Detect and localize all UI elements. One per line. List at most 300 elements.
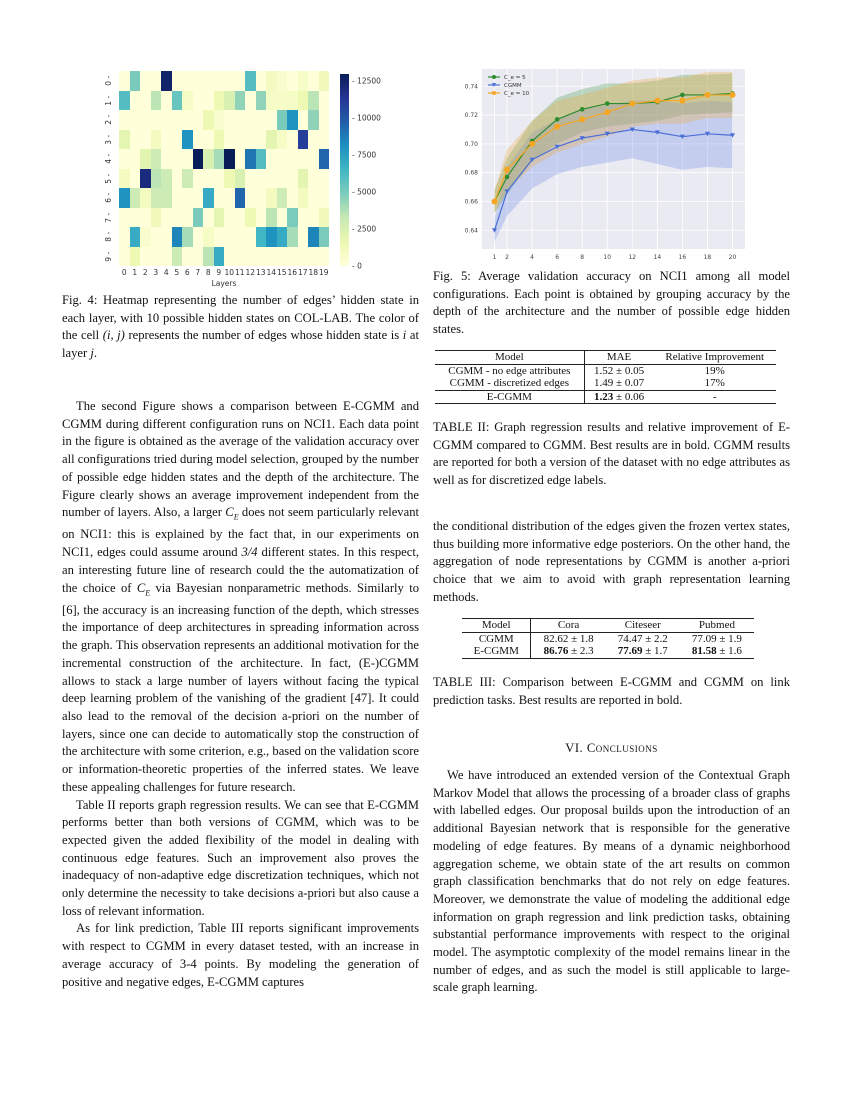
heatmap-cell (308, 149, 319, 169)
math-subscript: E (233, 512, 239, 522)
data-point-marker (492, 198, 498, 204)
heatmap-cell (119, 247, 130, 267)
section-number: VI. (565, 741, 587, 755)
heatmap-cell (224, 110, 235, 130)
paragraph (62, 398, 419, 797)
table-2-graph-regression (435, 350, 776, 404)
heatmap-cell (182, 130, 193, 150)
y-tick-label: 4 - (104, 153, 113, 164)
heatmap-cell (277, 227, 288, 247)
heatmap-cell (151, 91, 162, 111)
heatmap-cell (130, 91, 141, 111)
x-tick-label: 16 (678, 254, 687, 261)
heatmap-cell (298, 130, 309, 150)
data-point-marker (579, 116, 585, 122)
data-point-marker (629, 101, 635, 107)
data-point-marker (504, 167, 510, 173)
table-cell: 19% (704, 364, 725, 377)
heatmap-cell (151, 188, 162, 208)
heatmap-cell (161, 149, 172, 169)
section-title: Conclusions (586, 741, 658, 755)
heatmap-cell (203, 149, 214, 169)
heatmap-cell (256, 110, 267, 130)
math-ce (225, 505, 239, 522)
heatmap-cell (214, 130, 225, 150)
legend-label: C_e = 5 (504, 75, 526, 81)
heatmap-cell (151, 227, 162, 247)
heatmap-cell (151, 71, 162, 91)
y-tick-label: 5 - (104, 173, 113, 184)
heatmap-cell (256, 208, 267, 228)
y-tick-label: 0.68 (464, 169, 478, 177)
table-header: Pubmed (680, 619, 754, 633)
heatmap-cell (224, 247, 235, 267)
y-tick-label: 0 - (104, 75, 113, 86)
heatmap-cell (266, 71, 277, 91)
table-3-link-prediction (462, 618, 754, 659)
heatmap-cell (214, 208, 225, 228)
table-cell: 17% (704, 377, 725, 389)
x-tick-label: 11 (234, 268, 245, 277)
x-tick-label: 2 (505, 254, 509, 261)
x-tick-label: 2 (142, 268, 148, 277)
heatmap-cell (308, 247, 319, 267)
heatmap-y-axis (100, 71, 117, 266)
heatmap-cell (266, 227, 277, 247)
math-j: j (90, 346, 94, 361)
heatmap-cell (172, 149, 183, 169)
heatmap-cell (298, 188, 309, 208)
table-cell: CGMM - discretized edges (435, 377, 584, 390)
text: The second Figure shows a comparison between E-CGMM and CGMM during different configuration runs on NCI1. Each data point in the figure is obtained as the average of the validation accuracy over all configurations tried during model selection, grouped by the number of possible edge hidden states and the depth of the architecture. The Figure clearly shows an average improvement independent from the number of layers. Also, a larger (62, 399, 419, 520)
heatmap-cell (161, 110, 172, 130)
x-tick-label: 15 (276, 268, 287, 277)
heatmap-cell (224, 169, 235, 189)
heatmap-cell (119, 91, 130, 111)
x-tick-label: 16 (287, 268, 298, 277)
heatmap-cell (224, 188, 235, 208)
table-cell (680, 645, 754, 658)
data-point-marker (605, 101, 610, 106)
value: ± 1.6 (716, 645, 742, 657)
x-tick-label: 0 (121, 268, 127, 277)
heatmap-cell (172, 110, 183, 130)
table-cell (584, 377, 653, 390)
heatmap-cell (119, 71, 130, 91)
x-tick-label: 6 (555, 254, 560, 261)
data-point-marker (555, 117, 560, 122)
x-tick-label: 1 (492, 254, 497, 261)
x-tick-label: 7 (195, 268, 201, 277)
heatmap-cell (308, 91, 319, 111)
heatmap-cell (203, 247, 214, 267)
y-tick-label: 0.64 (464, 227, 478, 235)
math-subscript: E (145, 588, 151, 598)
heatmap-cell (319, 71, 330, 91)
heatmap-cell (235, 247, 246, 267)
heatmap-cell (119, 227, 130, 247)
paragraph: We have introduced an extended version of the Contextual Graph Markov Model that allows the processing of a broader class of graphs with labelled edges. Our proposal builds upon the introduction of an additional Bayesian network that is responsible for the generative modeling of edge features. By means of a dynamic neighborhood aggregation scheme, we obtain state of the art results on common graph classification benchmarks that do not rely on edge features. Moreover, we demonstrate the value of modeling the additional edge information on graph regression and link prediction tasks, obtaining substantial performance improvements with respect to the original model. The asymptotic complexity of the model remains linear in the number of edges, and as such the model is still applicable to large-scale graph learning. (433, 768, 790, 995)
caption-text: at layer (62, 328, 419, 361)
heatmap-cell (319, 110, 330, 130)
y-tick-label: 3 - (104, 134, 113, 145)
heatmap-cell (235, 91, 246, 111)
heatmap-cell (277, 110, 288, 130)
heatmap-cell (130, 247, 141, 267)
data-point-marker (580, 107, 585, 112)
text: does not seem particularly relevant on NCI1: this is explained by the fact that, in our experiments on NCI1, edges could assume around (62, 505, 419, 560)
heatmap-cell (287, 208, 298, 228)
heatmap-cell (235, 130, 246, 150)
heatmap-cell (298, 169, 309, 189)
heatmap-cell (298, 247, 309, 267)
heatmap-cell (119, 169, 130, 189)
heatmap-cell (287, 149, 298, 169)
heatmap-cell (214, 110, 225, 130)
heatmap-cell (277, 91, 288, 111)
heatmap-cell (130, 149, 141, 169)
colorbar-tick-label: - 0 (352, 261, 362, 271)
heatmap-cell (214, 169, 225, 189)
x-tick-label: 10 (224, 268, 235, 277)
heatmap-cell (224, 208, 235, 228)
heatmap-cell (235, 169, 246, 189)
heatmap-cell (151, 130, 162, 150)
heatmap-cell (319, 247, 330, 267)
table-header: MAE (584, 351, 653, 365)
heatmap-cell (193, 169, 204, 189)
heatmap-cell (130, 169, 141, 189)
heatmap-cell (214, 149, 225, 169)
heatmap-cell (182, 110, 193, 130)
heatmap-cell (235, 149, 246, 169)
heatmap-cell (287, 91, 298, 111)
heatmap-cell (298, 71, 309, 91)
heatmap-x-axis (119, 268, 329, 277)
x-tick-label: 18 (703, 254, 712, 261)
heatmap-cell (266, 247, 277, 267)
heatmap-cell (193, 208, 204, 228)
table-header: Relative Improvement (653, 351, 776, 365)
heatmap-cell (203, 91, 214, 111)
heatmap-cell (277, 71, 288, 91)
colorbar-ticks (352, 74, 412, 271)
x-tick-label: 10 (603, 254, 612, 261)
heatmap-cell (298, 149, 309, 169)
heatmap-cell (308, 227, 319, 247)
heatmap-cell (266, 149, 277, 169)
heatmap-cell (140, 227, 151, 247)
y-tick-label: 8 - (104, 231, 113, 242)
heatmap-cell (256, 169, 267, 189)
heatmap-cell (182, 71, 193, 91)
heatmap-cell (151, 110, 162, 130)
right-column-continuation (433, 518, 790, 607)
heatmap-cell (308, 110, 319, 130)
x-tick-label: 12 (628, 254, 637, 261)
paragraph: Table II reports graph regression results. We can see that E-CGMM performs better than both versions of CGMM, which was to be expected given the added flexibility of the model in dealing with continuous edge features. Such an improvement also proves the inadequacy of non-adaptive edge discretization techniques, which not only determine the necessity to take decisions a-priori but also cause a loss of relevant information. (62, 797, 419, 918)
value: 1.49 ± 0.07 (594, 377, 645, 389)
caption-text: Fig. 4: Heatmap representing the number of edges’ hidden state in each layer, with 10 possible hidden states on COL-LAB. The color of the cell (62, 293, 419, 343)
table-2-caption: TABLE II: Graph regression results and relative improvement of E-CGMM compared to CGMM. Best results are in bold. CGMM results are reported for both a version of the dataset with no edge attributes as well as for discretized edge labels. (433, 420, 790, 488)
heatmap-cell (256, 247, 267, 267)
heatmap-cell (266, 110, 277, 130)
heatmap-cell (203, 208, 214, 228)
heatmap-cell (266, 188, 277, 208)
heatmap-cell (193, 188, 204, 208)
conclusions-body (433, 767, 790, 997)
heatmap-cell (161, 188, 172, 208)
colorbar-tick-label: - 2500 (352, 224, 377, 234)
heatmap-cell (172, 169, 183, 189)
data-point-marker (704, 92, 710, 98)
table-cell: 82.62 ± 1.8 (543, 632, 594, 645)
heatmap-cell (245, 169, 256, 189)
heatmap-cell (235, 227, 246, 247)
heatmap-cell (119, 110, 130, 130)
heatmap-cell (245, 227, 256, 247)
heatmap-cell (214, 71, 225, 91)
legend-label: CGMM (504, 83, 522, 89)
heatmap-cell (319, 208, 330, 228)
heatmap-cell (235, 188, 246, 208)
heatmap-cell (214, 227, 225, 247)
y-tick-label: 0.72 (464, 112, 478, 120)
heatmap-cell (319, 169, 330, 189)
heatmap-cell (119, 188, 130, 208)
colorbar-tick-label: - 5000 (352, 187, 377, 197)
table-row (435, 364, 776, 377)
heatmap-cell (287, 169, 298, 189)
table-3-caption: TABLE III: Comparison between E-CGMM and CGMM on link prediction tasks. Best results are reported in bold. (433, 675, 790, 707)
value: ± 2.3 (568, 645, 594, 657)
heatmap-cell (193, 110, 204, 130)
heatmap-cell (161, 169, 172, 189)
data-point-marker (529, 141, 535, 147)
heatmap-cell (172, 71, 183, 91)
heatmap-cell (298, 110, 309, 130)
table-header: Citeseer (606, 619, 680, 633)
left-column-body (62, 398, 419, 991)
figure-4-caption (62, 292, 419, 363)
table-header: Model (462, 619, 531, 633)
heatmap-cell (256, 149, 267, 169)
heatmap-cell (245, 247, 256, 267)
heatmap-cell (277, 130, 288, 150)
heatmap-cell (245, 188, 256, 208)
legend-marker (492, 75, 496, 79)
heatmap-x-label: Layers (211, 279, 237, 288)
y-tick-label: 0.66 (464, 198, 478, 206)
table-cell: 77.09 ± 1.9 (691, 632, 742, 645)
table-cell: CGMM (462, 632, 531, 645)
heatmap-cell (130, 71, 141, 91)
caption-text: . (93, 346, 97, 361)
heatmap-cell (182, 227, 193, 247)
heatmap-cell (308, 130, 319, 150)
x-tick-label: 8 (580, 254, 585, 261)
line-chart-svg (460, 64, 760, 264)
best-value: 81.58 (691, 645, 717, 657)
heatmap-cell (161, 208, 172, 228)
heatmap-cell (203, 227, 214, 247)
heatmap-cell (266, 130, 277, 150)
x-tick-label: 1 (132, 268, 138, 277)
heatmap-cell (256, 227, 267, 247)
heatmap-cell (172, 227, 183, 247)
heatmap-cell (319, 91, 330, 111)
heatmap-cell (245, 208, 256, 228)
heatmap-cell (182, 169, 193, 189)
best-value: 77.69 (617, 645, 643, 657)
table-cell (584, 390, 653, 404)
table-cell: E-CGMM (462, 645, 531, 658)
heatmap-cell (277, 149, 288, 169)
heatmap-cell (245, 91, 256, 111)
table-header: Cora (531, 619, 606, 633)
heatmap-cell (193, 247, 204, 267)
heatmap-cell (287, 130, 298, 150)
heatmap-cell (172, 208, 183, 228)
heatmap-cell (245, 110, 256, 130)
heatmap-cell (287, 110, 298, 130)
heatmap-cell (151, 247, 162, 267)
heatmap-cell (161, 71, 172, 91)
x-tick-label: 6 (184, 268, 190, 277)
x-tick-label: 3 (153, 268, 159, 277)
table-cell: - (653, 390, 776, 404)
heatmap-cell (193, 130, 204, 150)
value: ± 0.06 (613, 390, 645, 403)
table-row (462, 645, 754, 658)
heatmap-cell (298, 91, 309, 111)
table-row (435, 377, 776, 390)
data-point-marker (680, 93, 685, 98)
x-tick-label: 4 (530, 254, 535, 261)
heatmap-cell (224, 91, 235, 111)
heatmap-cell (266, 91, 277, 111)
heatmap-cell (308, 71, 319, 91)
heatmap-cell (172, 130, 183, 150)
heatmap-cell (140, 91, 151, 111)
math-i: i (402, 328, 407, 343)
value: ± 1.7 (642, 645, 668, 657)
heatmap-cell (214, 188, 225, 208)
data-point-marker (729, 92, 735, 98)
heatmap-cell (224, 227, 235, 247)
table-cell (531, 645, 606, 658)
section-heading-conclusions (433, 740, 790, 758)
heatmap-cell (256, 71, 267, 91)
heatmap-cell (140, 247, 151, 267)
x-tick-label: 9 (216, 268, 222, 277)
y-tick-label: 6 - (104, 192, 113, 203)
heatmap-cell (245, 71, 256, 91)
heatmap-cell (193, 227, 204, 247)
heatmap-cell (245, 130, 256, 150)
heatmap-cell (130, 130, 141, 150)
heatmap-cell (287, 188, 298, 208)
heatmap-cell (319, 130, 330, 150)
heatmap-cell (203, 130, 214, 150)
heatmap-cell (182, 188, 193, 208)
heatmap-cell (298, 208, 309, 228)
heatmap-cell (140, 208, 151, 228)
heatmap-cell (298, 227, 309, 247)
x-tick-label: 19 (318, 268, 329, 277)
heatmap-cell (161, 91, 172, 111)
heatmap-cell (140, 110, 151, 130)
figure-5-caption: Fig. 5: Average validation accuracy on NCI1 among all model configurations. Each point is obtained by grouping accuracy by the depth of the architecture and the number of possible edge hidden states. (433, 269, 790, 337)
heatmap-cell (130, 188, 141, 208)
heatmap-cell (140, 149, 151, 169)
heatmap-grid (119, 71, 329, 266)
table-cell (584, 364, 653, 377)
y-tick-label: 1 - (104, 95, 113, 106)
colorbar-tick-label: - 7500 (352, 150, 377, 160)
heatmap-cell (172, 247, 183, 267)
heatmap-cell (172, 188, 183, 208)
x-tick-label: 20 (728, 254, 737, 261)
colorbar-tick-label: - 12500 (352, 76, 381, 86)
data-point-marker (679, 98, 685, 104)
table-cell: 74.47 ± 2.2 (617, 632, 668, 645)
heatmap-cell (151, 208, 162, 228)
heatmap-cell (140, 130, 151, 150)
x-tick-label: 13 (255, 268, 266, 277)
heatmap-cell (119, 208, 130, 228)
heatmap-cell (193, 71, 204, 91)
heatmap-cell (214, 91, 225, 111)
heatmap-cell (277, 169, 288, 189)
heatmap-cell (277, 188, 288, 208)
math-cell-index: (i, j) (102, 328, 125, 343)
heatmap-cell (287, 227, 298, 247)
heatmap-cell (235, 71, 246, 91)
heatmap-cell (256, 130, 267, 150)
heatmap-cell (193, 91, 204, 111)
math-symbol: C (225, 505, 234, 520)
table-cell (606, 645, 680, 658)
table-row (435, 390, 776, 404)
heatmap-cell (319, 188, 330, 208)
heatmap-cell (235, 208, 246, 228)
heatmap-cell (224, 71, 235, 91)
x-tick-label: 14 (653, 254, 662, 261)
data-point-marker (604, 109, 610, 115)
math-ce (136, 580, 151, 598)
paragraph: As for link prediction, Table III reports significant improvements with respect to CGMM in every dataset tested, with an increase in average accuracy of 3-4 points. By modeling the generation of positive and negative edges, E-CGMM captures (62, 921, 419, 989)
y-tick-label: 0.74 (464, 83, 478, 91)
table-header: Model (435, 351, 584, 365)
legend-label: C_e = 10 (504, 91, 530, 97)
heatmap-cell (203, 188, 214, 208)
heatmap-cell (287, 71, 298, 91)
heatmap-cell (308, 188, 319, 208)
heatmap-cell (161, 227, 172, 247)
figure-4-heatmap (100, 62, 430, 292)
y-tick-label: 9 - (104, 251, 113, 262)
heatmap-cell (214, 247, 225, 267)
table-cell: E-CGMM (435, 390, 584, 404)
heatmap-cell (140, 188, 151, 208)
heatmap-cell (277, 247, 288, 267)
x-tick-label: 14 (266, 268, 277, 277)
heatmap-cell (235, 110, 246, 130)
heatmap-cell (319, 227, 330, 247)
y-tick-label: 7 - (104, 212, 113, 223)
figure-5-line-chart (460, 64, 760, 264)
